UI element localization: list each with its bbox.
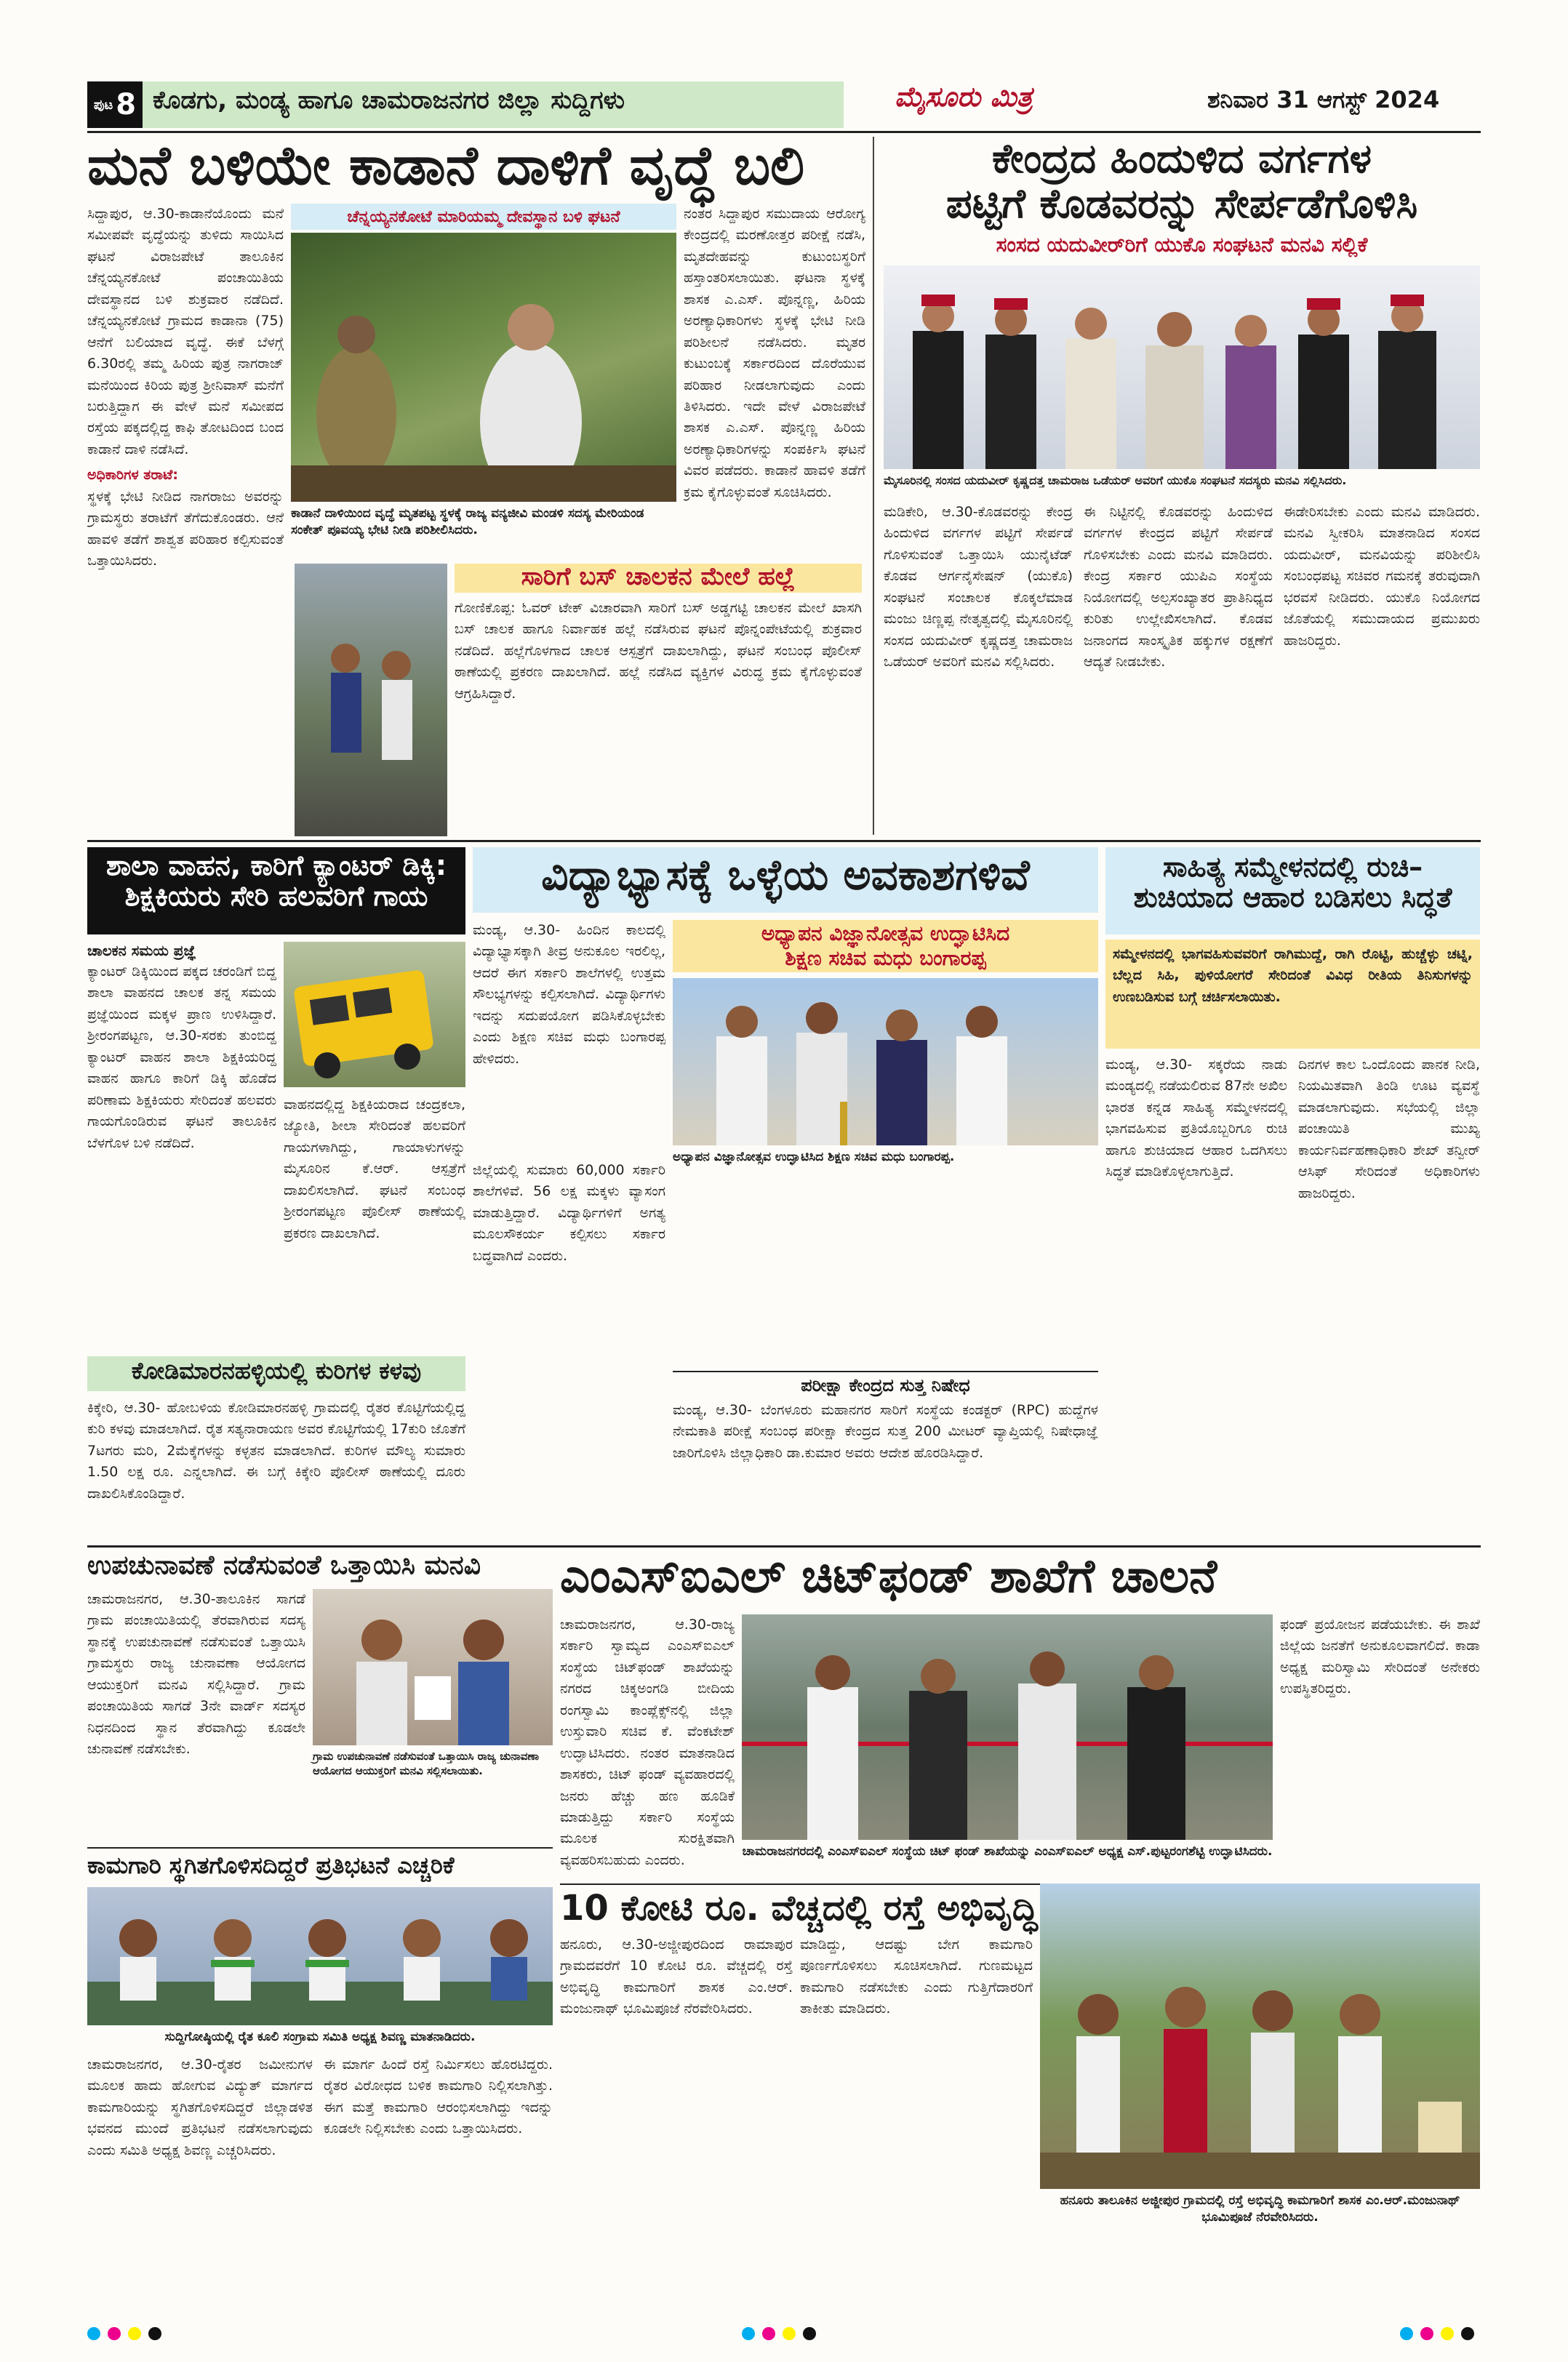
- paper-name: ಮೈಸೂರು ಮಿತ್ರ: [895, 80, 1033, 113]
- photo-graphic: [313, 1589, 553, 1745]
- article-col: ಇದೇ ವೇಳೆ ವಿರಾಜಪೇಟೆ ಶಾಸಕ ಎ.ಎಸ್. ಪೊನ್ನಣ್ಣ ಹಿರಿಯ ಅರಣ್ಯಾಧಿಕಾರಿಗಳನ್ನು ಸಂಪರ್ಕಿಸಿ ಘಟನೆ ವಿವರ ಪಡೆದರು. ಕಾಡಾನೆ ಹಾವಳಿ ತಡೆಗೆ ಕ್ರಮ ಕೈಗೊಳ್ಳುವಂತೆ ಸೂಚಿಸಿದರು.: [684, 398, 865, 500]
- subhead-education: [673, 920, 1098, 972]
- article-text: ಫಂಡ್ ಪ್ರಯೋಜನ ಪಡೆಯಬೇಕು. ಈ ಶಾಖೆ ಜಿಲ್ಲೆಯ ಜನತೆಗೆ ಅನುಕೂಲವಾಗಲಿದೆ. ಕಾಡಾ ಅಧ್ಯಕ್ಷ ಮರಿಸ್ವಾಮಿ ಸೇರಿದಂತೆ ಅನೇಕರು ಉಪಸ್ಥಿತರಿದ್ದರು.: [1280, 1617, 1480, 1697]
- headline-line: ಕೇಂದ್ರದ ಹಿಂದುಳಿದ ವರ್ಗಗಳ: [991, 135, 1372, 183]
- cyan-dot: [742, 2327, 755, 2340]
- subhead-elephant: ಚೆನ್ನಯ್ಯನಕೋಟೆ ಮಾರಿಯಮ್ಮ ದೇವಸ್ಥಾನ ಬಳಿ ಘಟನೆ: [291, 204, 676, 230]
- article-text: ಕ್ಯಾಂಟರ್ ಡಿಕ್ಕಿಯಿಂದ ಪಕ್ಕದ ಚರಂಡಿಗೆ ಬಿದ್ದ ಶಾಲಾ ವಾಹನದ ಚಾಲಕ ತನ್ನ ಸಮಯ ಪ್ರಜ್ಞೆಯಿಂದ ಮಕ್ಕಳ ಪ್ರಾಣ ಉಳಿಸಿದ್ದಾರೆ. ಶ್ರೀರಂಗಪಟ್ಟಣ, ಆ.30-ಸರಕು ತುಂಬಿದ್ದ ಕ್ಯಾಂಟರ್ ವಾಹನ ಶಾಲಾ ಶಿಕ್ಷಕಿಯರಿದ್ದ ವಾಹನ ಹಾಗೂ ಕಾರಿಗೆ ಡಿಕ್ಕಿ ಹೊಡೆದ ಪರಿಣಾಮ ಶಿಕ್ಷಕಿಯರು ಸೇರಿದಂತೆ ಹಲವರು ಗಾಯಗೊಂಡಿರುವ ಘಟನೆ ತಾಲೂಕಿನ ಬೆಳಗೊಳ ಬಳಿ ನಡೆದಿದೆ.: [87, 964, 276, 1151]
- section-rule: [87, 1545, 1481, 1548]
- photo-elephant-site: [291, 233, 676, 502]
- article-text: [684, 204, 865, 553]
- cyan-dot: [1400, 2327, 1413, 2340]
- photo-press-meet: [87, 1887, 553, 2025]
- article-text: ವಾಹನದಲ್ಲಿದ್ದ ಶಿಕ್ಷಕಿಯರಾದ ಚಂದ್ರಕಲಾ, ಜ್ಯೋತಿ, ಶೀಲಾ ಸೇರಿದಂತೆ ಹಲವರಿಗೆ ಗಾಯಗಳಾಗಿದ್ದು, ಗಾಯಾಳುಗಳನ್ನು ಮೈಸೂರಿನ ಕೆ.ಆರ್. ಆಸ್ಪತ್ರೆಗೆ ದಾಖಲಿಸಲಾಗಿದೆ. ಘಟನೆ ಸಂಬಂಧ ಶ್ರೀರಂಗಪಟ್ಟಣ ಪೊಲೀಸ್ ಠಾಣೆಯಲ್ಲಿ ಪ್ರಕರಣ ದಾಖಲಾಗಿದೆ.: [284, 1097, 465, 1241]
- print-registration-marks: [87, 2327, 161, 2340]
- top-rule: [87, 131, 1481, 133]
- black-dot: [148, 2327, 161, 2340]
- photo-graphic: [295, 564, 447, 836]
- article-text: ಮಡಿಕೇರಿ, ಆ.30-ಕೊಡವರನ್ನು ಕೇಂದ್ರ ಹಿಂದುಳಿದ ವರ್ಗಗಳ ಪಟ್ಟಿಗೆ ಸೇರ್ಪಡೆ ಗೊಳಿಸುವಂತೆ ಒತ್ತಾಯಿಸಿ ಯುನೈಟೆಡ್ ಕೊಡವ ಆರ್ಗನೈಸೇಷನ್ (ಯುಕೊ) ಸಂಘಟನೆ ಸಂಚಾಲಕ ಕೊಕ್ಕಲೆಮಾಡ ಮಂಜು ಚಿಣ್ಣಪ್ಪ ನೇತೃತ್ವದಲ್ಲಿ ಮೈಸೂರಿನಲ್ಲಿ ಸಂಸದ ಯದುವೀರ್ ಕೃಷ್ಣದತ್ತ ಚಾಮರಾಜ ಒಡೆಯರ್ ಅವರಿಗೆ ಮನವಿ ಸಲ್ಲಿಸಿದರು.: [884, 504, 1073, 670]
- magenta-dot: [762, 2327, 775, 2340]
- magenta-dot: [108, 2327, 121, 2340]
- caption-education: ಅಧ್ಯಾಪನ ವಿಜ್ಞಾನೋತ್ಸವ ಉದ್ಘಾಟಿಸಿದ ಶಿಕ್ಷಣ ಸಚಿವ ಮಧು ಬಂಗಾರಪ್ಪ.: [673, 1150, 955, 1164]
- caption-elephant: ಕಾಡಾನೆ ದಾಳಿಯಿಂದ ವೃದ್ಧೆ ಮೃತಪಟ್ಟ ಸ್ಥಳಕ್ಕೆ ರಾಜ್ಯ ವನ್ಯಜೀವಿ ಮಂಡಳಿ ಸದಸ್ಯ ಮೇರಿಯಂಡ ಸಂಕೇತ್ ಪೂವಯ್ಯ ಭೇಟಿ ನೀಡಿ ಪರಿಶೀಲಿಸಿದರು.: [291, 506, 644, 537]
- column-rule: [873, 137, 874, 835]
- article-text: ದಿನಗಳ ಕಾಲ ಒಂದೊಂದು ಪಾನಕ ನೀಡಿ, ನಿಯಮಿತವಾಗಿ ತಿಂಡಿ ಊಟ ವ್ಯವಸ್ಥೆ ಮಾಡಲಾಗುವುದು. ಸಭೆಯಲ್ಲಿ ಜಿಲ್ಲಾ ಪಂಚಾಯಿತಿ ಮುಖ್ಯ ಕಾರ್ಯನಿರ್ವಹಣಾಧಿಕಾರಿ ಶೇಖ್ ತನ್ವೀರ್ ಆಸಿಫ್ ಸೇರಿದಂತೆ ಅಧಿಕಾರಿಗಳು ಹಾಜರಿದ್ದರು.: [1298, 1057, 1480, 1201]
- page-number: [87, 81, 143, 128]
- caption-road-puja: ಹನೂರು ತಾಲೂಕಿನ ಅಜ್ಜೀಪುರ ಗ್ರಾಮದಲ್ಲಿ ರಸ್ತೆ ಅಭಿವೃದ್ಧಿ ಕಾಮಗಾರಿಗೆ ಶಾಸಕ ಎಂ.ಆರ್.ಮಂಜುನಾಥ್ ಭೂಮಿಪೂಜೆ ನೆರವೇರಿಸಿದರು.: [1060, 2193, 1460, 2225]
- subhead-kodava: ಸಂಸದ ಯದುವೀರ್‌ರಿಗೆ ಯುಕೊ ಸಂಘಟನೆ ಮನವಿ ಸಲ್ಲಿಕೆ: [996, 233, 1368, 257]
- page-number-value: 8: [116, 88, 137, 121]
- section-title: ಕೊಡಗು, ಮಂಡ್ಯ ಹಾಗೂ ಚಾಮರಾಜನಗರ ಜಿಲ್ಲಾ ಸುದ್ದಿಗಳು: [153, 86, 625, 115]
- article-text: ಮಂಡ್ಯ, ಆ.30- ಹಿಂದಿನ ಕಾಲದಲ್ಲಿ ವಿದ್ಯಾಭ್ಯಾಸಕ್ಕಾಗಿ ತೀವ್ರ ಅನುಕೂಲ ಇರಲಿಲ್ಲ, ಆದರೆ ಈಗ ಸರ್ಕಾರಿ ಶಾಲೆಗಳಲ್ಲಿ ಉತ್ತಮ ಸೌಲಭ್ಯಗಳನ್ನು ಕಲ್ಪಿಸಲಾಗಿದೆ. ವಿದ್ಯಾರ್ಥಿಗಳು ಇದನ್ನು ಸದುಪಯೋಗ ಪಡಿಸಿಕೊಳ್ಳಬೇಕು ಎಂದು ಶಿಕ್ಷಣ ಸಚಿವ ಮಧು ಬಂಗಾರಪ್ಪ ಹೇಳಿದರು.: [473, 922, 665, 1067]
- headline-line: ಶುಚಿಯಾದ ಆಹಾರ ಬಡಿಸಲು ಸಿದ್ಧತೆ: [1133, 881, 1452, 913]
- article-tag: ಅಧಿಕಾರಿಗಳ ತರಾಟೆ:: [87, 467, 178, 484]
- caption-press-meet: ಸುದ್ದಿಗೋಷ್ಠಿಯಲ್ಲಿ ರೈತ ಕೂಲಿ ಸಂಗ್ರಾಮ ಸಮಿತಿ ಅಧ್ಯಕ್ಷ ಶಿವಣ್ಣ ಮಾತನಾಡಿದರು.: [164, 2030, 476, 2044]
- photo-school-van: [284, 942, 465, 1087]
- headline-line: ಸಾಹಿತ್ಯ ಸಮ್ಮೇಳನದಲ್ಲಿ ರುಚಿ–: [1162, 851, 1423, 883]
- photo-graphic: [291, 233, 676, 502]
- photo-graphic: [1040, 1883, 1480, 2189]
- article-text: ಕಿಕ್ಕೇರಿ, ಆ.30- ಹೋಬಳಿಯ ಕೋಡಿಮಾರನಹಳ್ಳಿ ಗ್ರಾಮದಲ್ಲಿ ರೈತರ ಕೊಟ್ಟಿಗೆಯಲ್ಲಿದ್ದ ಕುರಿ ಕಳವು ಮಾಡಲಾಗಿದೆ. ರೈತ ಸತ್ಯನಾರಾಯಣ ಅವರ ಕೊಟ್ಟಿಗೆಯಲ್ಲಿ 17ಕುರಿ ಜೊತೆಗೆ 7ಟಗರು ಮರಿ, 2ಮೆಕ್ಕೆಗಳನ್ನು ಕಳ್ಳತನ ಮಾಡಲಾಗಿದೆ. ಕುರಿಗಳ ಮೌಲ್ಯ ಸುಮಾರು 1.50 ಲಕ್ಷ ರೂ. ಎನ್ನಲಾಗಿದೆ. ಈ ಬಗ್ಗೆ ಕಿಕ್ಕೇರಿ ಪೊಲೀಸ್ ಠಾಣೆಯಲ್ಲಿ ದೂರು ದಾಖಲಿಸಿಕೊಂಡಿದ್ದಾರೆ.: [87, 1400, 465, 1502]
- article-text: ಮಂಡ್ಯ, ಆ.30- ಬೆಂಗಳೂರು ಮಹಾನಗರ ಸಾರಿಗೆ ಸಂಸ್ಥೆಯ ಕಂಡಕ್ಟರ್ (RPC) ಹುದ್ದೆಗಳ ನೇಮಕಾತಿ ಪರೀಕ್ಷೆ ಸಂಬಂಧ ಪರೀಕ್ಷಾ ಕೇಂದ್ರದ ಸುತ್ತ 200 ಮೀಟರ್ ವ್ಯಾಪ್ತಿಯಲ್ಲಿ ನಿಷೇಧಾಜ್ಞೆ ಜಾರಿಗೊಳಿಸಿ ಜಿಲ್ಲಾಧಿಕಾರಿ ಡಾ.ಕುಮಾರ ಅವರು ಆದೇಶ ಹೊರಡಿಸಿದ್ದಾರೆ.: [673, 1402, 1098, 1461]
- headline-kodava: [884, 137, 1480, 226]
- photo-road-puja: [1040, 1883, 1480, 2189]
- magenta-dot: [1420, 2327, 1433, 2340]
- photo-graphic: [742, 1614, 1273, 1840]
- article-text: ಜಿಲ್ಲೆಯಲ್ಲಿ ಸುಮಾರು 60,000 ಸರ್ಕಾರಿ ಶಾಲೆಗಳಿವೆ. 56 ಲಕ್ಷ ಮಕ್ಕಳು ವ್ಯಾಸಂಗ ಮಾಡುತ್ತಿದ್ದಾರೆ. ವಿದ್ಯಾರ್ಥಿಗಳಿಗೆ ಅಗತ್ಯ ಮೂಲಸೌಕರ್ಯ ಕಲ್ಪಿಸಲು ಸರ್ಕಾರ ಬದ್ಧವಾಗಿದೆ ಎಂದರು.: [473, 1162, 665, 1264]
- article-lead: ಸಮ್ಮೇಳನದಲ್ಲಿ ಭಾಗವಹಿಸುವವರಿಗೆ ರಾಗಿಮುದ್ದೆ, ರಾಗಿ ರೊಟ್ಟಿ, ಹುಚ್ಚೆಳ್ಳು ಚಟ್ನಿ, ಬೆಲ್ಲದ ಸಿಹಿ, ಪುಳಿಯೋಗರೆ ಸೇರಿದಂತೆ ವಿವಿಧ ರೀತಿಯ ತಿನಿಸುಗಳನ್ನು ಉಣಬಡಿಸುವ ಬಗ್ಗೆ ಚರ್ಚಿಸಲಾಯಿತು.: [1113, 946, 1473, 1005]
- caption-msil: ಚಾಮರಾಜನಗರದಲ್ಲಿ ಎಂಎಸ್‌ಐಎಲ್ ಸಂಸ್ಥೆಯ ಚಿಟ್ ಫಂಡ್ ಶಾಖೆಯನ್ನು ಎಂಎಸ್‌ಐಎಲ್ ಅಧ್ಯಕ್ಷ ಎಸ್.ಪುಟ್ಟರಂಗಶೆಟ್ಟಿ ಉದ್ಘಾಟಿಸಿದರು.: [742, 1844, 1273, 1859]
- cyan-dot: [87, 2327, 100, 2340]
- headline-education: ವಿದ್ಯಾಭ್ಯಾಸಕ್ಕೆ ಒಳ್ಳೆಯ ಅವಕಾಶಗಳಿವೆ: [541, 850, 1030, 900]
- black-dot: [1461, 2327, 1474, 2340]
- article-col: ಸ್ಥಳಕ್ಕೆ ಭೇಟಿ ನೀಡಿದ ನಾಗರಾಜು ಅವರನ್ನು ಗ್ರಾಮಸ್ಥರು ತರಾಟೆಗೆ ತೆಗೆದುಕೊಂಡರು. ಆನೆ ಹಾವಳಿ ತಡೆಗೆ ಶಾಶ್ವತ ಪರಿಹಾರ ಕಲ್ಪಿಸುವಂತೆ ಒತ್ತಾಯಿಸಿದರು.: [87, 488, 284, 569]
- headline-school-van: [95, 851, 458, 912]
- headline-road: 10 ಕೋಟಿ ರೂ. ವೆಚ್ಚದಲ್ಲಿ ರಸ್ತೆ ಅಭಿವೃದ್ಧಿ: [560, 1883, 1040, 1928]
- photo-byelection: [313, 1589, 553, 1745]
- article-text: ಈಡೇರಿಸಬೇಕು ಎಂದು ಮನವಿ ಮಾಡಿದರು. ಮನವಿ ಸ್ವೀಕರಿಸಿ ಮಾತನಾಡಿದ ಸಂಸದ ಯದುವೀರ್, ಮನವಿಯನ್ನು ಪರಿಶೀಲಿಸಿ ಸಂಬಂಧಪಟ್ಟ ಸಚಿವರ ಗಮನಕ್ಕೆ ತರುವುದಾಗಿ ಭರವಸೆ ನೀಡಿದರು. ಯುಕೊ ನಿಯೋಗದ ಜೊತೆಯಲ್ಲಿ ಸಮುದಾಯದ ಪ್ರಮುಖರು ಹಾಜರಿದ್ದರು.: [1284, 504, 1480, 649]
- article-text: ಮಾಡಿದ್ದು, ಆದಷ್ಟು ಬೇಗ ಕಾಮಗಾರಿ ಪೂರ್ಣಗೊಳಿಸಲು ಸೂಚಿಸಲಾಗಿದೆ. ಗುಣಮಟ್ಟದ ಕಾಮಗಾರಿ ನಡೆಸಬೇಕು ಎಂದು ಗುತ್ತಿಗೆದಾರರಿಗೆ ತಾಕೀತು ಮಾಡಿದರು.: [800, 1937, 1033, 2017]
- article-lead: ಚಾಲಕನ ಸಮಯ ಪ್ರಜ್ಞೆ: [87, 942, 196, 959]
- headline-byelection: ಉಪಚುನಾವಣೆ ನಡೆಸುವಂತೆ ಒತ್ತಾಯಿಸಿ ಮನವಿ: [87, 1550, 481, 1580]
- print-registration-marks: [742, 2327, 816, 2340]
- photo-graphic: [673, 978, 1098, 1145]
- photo-graphic: [884, 265, 1480, 469]
- headline-sammelana: [1109, 852, 1476, 913]
- headline-line: ಶಿಕ್ಷಕಿಯರು ಸೇರಿ ಹಲವರಿಗೆ ಗಾಯ: [124, 879, 428, 912]
- article-text: [87, 204, 284, 727]
- subhead-line: ಅಧ್ಯಾಪನ ವಿಜ್ಞಾನೋತ್ಸವ ಉದ್ಘಾಟಿಸಿದ: [761, 921, 1010, 945]
- article-text: ಗೋಣಿಕೊಪ್ಪ: ಓವರ್ ಟೇಕ್ ವಿಚಾರವಾಗಿ ಸಾರಿಗೆ ಬಸ್ ಅಡ್ಡಗಟ್ಟಿ ಚಾಲಕನ ಮೇಲೆ ಖಾಸಗಿ ಬಸ್ ಚಾಲಕ ಹಾಗೂ ನಿರ್ವಾಹಕ ಹಲ್ಲೆ ನಡೆಸಿರುವ ಘಟನೆ ಪೊನ್ನಂಪೇಟೆಯಲ್ಲಿ ಶುಕ್ರವಾರ ನಡೆದಿದೆ. ಹಲ್ಲೆಗೊಳಗಾದ ಚಾಲಕ ಆಸ್ಪತ್ರೆಗೆ ದಾಖಲಾಗಿದ್ದು, ಘಟನೆ ಸಂಬಂಧ ಪೊಲೀಸ್ ಠಾಣೆಯಲ್ಲಿ ಪ್ರಕರಣ ದಾಖಲಾಗಿದೆ. ಹಲ್ಲೆ ನಡೆಸಿದ ವ್ಯಕ್ತಿಗಳ ವಿರುದ್ಧ ಕ್ರಮ ಕೈಗೊಳ್ಳುವಂತೆ ಆಗ್ರಹಿಸಿದ್ದಾರೆ.: [455, 600, 862, 702]
- section-rule: [87, 840, 1481, 842]
- headline-protest: ಕಾಮಗಾರಿ ಸ್ಥಗಿತಗೊಳಿಸದಿದ್ದರೆ ಪ್ರತಿಭಟನೆ ಎಚ್ಚರಿಕೆ: [87, 1847, 553, 1878]
- subhead-line: ಶಿಕ್ಷಣ ಸಚಿವ ಮಧು ಬಂಗಾರಪ್ಪ: [785, 945, 986, 970]
- headline-exam-ban: ಪರೀಕ್ಷಾ ಕೇಂದ್ರದ ಸುತ್ತ ನಿಷೇಧ: [673, 1371, 1098, 1396]
- headline-elephant: ಮನೆ ಬಳಿಯೇ ಕಾಡಾನೆ ದಾಳಿಗೆ ವೃದ್ಧೆ ಬಲಿ: [87, 135, 805, 197]
- article-text: ಚಾಮರಾಜನಗರ, ಆ.30-ತಾಲೂಕಿನ ಸಾಗಡೆ ಗ್ರಾಮ ಪಂಚಾಯಿತಿಯಲ್ಲಿ ತೆರವಾಗಿರುವ ಸದಸ್ಯ ಸ್ಥಾನಕ್ಕೆ ಉಪಚುನಾವಣೆ ನಡೆಸುವಂತೆ ಒತ್ತಾಯಿಸಿ ಗ್ರಾಮಸ್ಥರು ರಾಜ್ಯ ಚುನಾವಣಾ ಆಯೋಗದ ಆಯುಕ್ತರಿಗೆ ಮನವಿ ಸಲ್ಲಿಸಿದ್ದಾರೆ. ಗ್ರಾಮ ಪಂಚಾಯಿತಿಯ ಸಾಗಡೆ 3ನೇ ವಾರ್ಡ್ ಸದಸ್ಯರ ನಿಧನದಿಂದ ಸ್ಥಾನ ತೆರವಾಗಿದ್ದು ಕೂಡಲೇ ಚುನಾವಣೆ ನಡೆಸಬೇಕು.: [87, 1591, 305, 1758]
- article-text: ಈ ಮಾರ್ಗ ಹಿಂದೆ ರಸ್ತೆ ನಿರ್ಮಿಸಲು ಹೊರಟಿದ್ದರು. ರೈತರ ವಿರೋಧದ ಬಳಿಕ ಕಾಮಗಾರಿ ನಿಲ್ಲಿಸಲಾಗಿತ್ತು. ಈಗ ಮತ್ತೆ ಕಾಮಗಾರಿ ಆರಂಭಿಸಲಾಗಿದ್ದು ಇದನ್ನು ಕೂಡಲೇ ನಿಲ್ಲಿಸಬೇಕು ಎಂದು ಒತ್ತಾಯಿಸಿದರು.: [324, 2057, 553, 2137]
- headline-bus: ಸಾರಿಗೆ ಬಸ್ ಚಾಲಕನ ಮೇಲೆ ಹಲ್ಲೆ: [521, 562, 796, 591]
- article-text: ಹನೂರು, ಆ.30-ಅಜ್ಜೀಪುರದಿಂದ ರಾಮಾಪುರ ಗ್ರಾಮದವರೆಗೆ 10 ಕೋಟಿ ರೂ. ವೆಚ್ಚದಲ್ಲಿ ರಸ್ತೆ ಅಭಿವೃದ್ಧಿ ಕಾಮಗಾರಿಗೆ ಶಾಸಕ ಎಂ.ಆರ್. ಮಂಜುನಾಥ್ ಭೂಮಿಪೂಜೆ ನೆರವೇರಿಸಿದರು.: [560, 1937, 793, 2017]
- photo-graphic: [87, 1887, 553, 2025]
- issue-date: ಶನಿವಾರ 31 ಆಗಸ್ಟ್ 2024: [1207, 86, 1440, 113]
- photo-bus-assault: [295, 564, 447, 836]
- page-label: ಪುಟ: [93, 97, 113, 113]
- headline-msil: ಎಂಎಸ್‌ಐಎಲ್ ಚಿಟ್‌ಫಂಡ್ ಶಾಖೆಗೆ ಚಾಲನೆ: [560, 1550, 1217, 1604]
- photo-kodava-delegation: [884, 265, 1480, 469]
- photo-graphic: [284, 942, 465, 1087]
- photo-msil-opening: [742, 1614, 1273, 1840]
- article-text: ಚಾಮರಾಜನಗರ, ಆ.30-ರೈತರ ಜಮೀನುಗಳ ಮೂಲಕ ಹಾದು ಹೋಗುವ ವಿದ್ಯುತ್ ಮಾರ್ಗದ ಕಾಮಗಾರಿಯನ್ನು ಸ್ಥಗಿತಗೊಳಿಸದಿದ್ದರೆ ಜಿಲ್ಲಾಡಳಿತ ಭವನದ ಮುಂದೆ ಪ್ರತಿಭಟನೆ ನಡೆಸಲಾಗುವುದು ಎಂದು ಸಮಿತಿ ಅಧ್ಯಕ್ಷ ಶಿವಣ್ಣ ಎಚ್ಚರಿಸಿದರು.: [87, 2057, 313, 2158]
- yellow-dot: [783, 2327, 796, 2340]
- article-col: ಸಿದ್ದಾಪುರ, ಆ.30-ಕಾಡಾನೆಯೊಂದು ಮನೆ ಸಮೀಪವೇ ವೃದ್ಧೆಯನ್ನು ತುಳಿದು ಸಾಯಿಸಿದ ಘಟನೆ ವಿರಾಜಪೇಟೆ ತಾಲೂಕಿನ ಚೆನ್ನಯ್ಯನಕೋಟೆ ಪಂಚಾಯಿತಿಯ ದೇವಸ್ಥಾನದ ಬಳಿ ಶುಕ್ರವಾರ ನಡೆದಿದೆ. ಚೆನ್ನಯ್ಯನಕೋಟೆ ಗ್ರಾಮದ ಕಾಡಾನಾ (75) ಆನೆಗೆ ಬಲಿಯಾದ ವೃದ್ಧೆ. ಈಕೆ ಬೆಳಗ್ಗೆ 6.30ರಲ್ಲಿ ತಮ್ಮ ಹಿರಿಯ ಪುತ್ರ ನಾಗರಾಜ್ ಮನೆಯಿಂದ ಕಿರಿಯ ಪುತ್ರ ಶ್ರೀನಿವಾಸ್ ಮನೆಗೆ ಬರುತ್ತಿದ್ದಾಗ ಈ ವೇಳೆ ಮನೆ ಸಮೀಪದ ರಸ್ತೆಯ ಪಕ್ಕದಲ್ಲಿದ್ದ ಕಾಫಿ ತೋಟದಿಂದ ಬಂದ ಕಾಡಾನೆ ದಾಳಿ ನಡೆಸಿದೆ.: [87, 206, 284, 457]
- article-col: ನಂತರ ಮಾತನಾಡಿದ ಶಾಸಕರು, ಚಿಟ್ ಫಂಡ್ ವ್ಯವಹಾರದಲ್ಲಿ ಜನರು ಹೆಚ್ಚು ಹಣ ಹೂಡಿಕೆ ಮಾಡುತ್ತಿದ್ದು ಸರ್ಕಾರಿ ಸಂಸ್ಥೆಯ ಮೂಲಕ ಸುರಕ್ಷಿತವಾಗಿ ವ್ಯವಹರಿಸಬಹುದು ಎಂದರು.: [560, 1745, 735, 1868]
- caption-byelection: ಗ್ರಾಮ ಉಪಚುನಾವಣೆ ನಡೆಸುವಂತೆ ಒತ್ತಾಯಿಸಿ ರಾಜ್ಯ ಚುನಾವಣಾ ಆಯೋಗದ ಆಯುಕ್ತರಿಗೆ ಮನವಿ ಸಲ್ಲಿಸಲಾಯಿತು.: [313, 1750, 540, 1778]
- article-col: ನಂತರ ಸಿದ್ದಾಪುರ ಸಮುದಾಯ ಆರೋಗ್ಯ ಕೇಂದ್ರದಲ್ಲಿ ಮರಣೋತ್ತರ ಪರೀಕ್ಷೆ ನಡೆಸಿ, ಮೃತದೇಹವನ್ನು ಕುಟುಂಬಸ್ಥರಿಗೆ ಹಸ್ತಾಂತರಿಸಲಾಯಿತು. ಘಟನಾ ಸ್ಥಳಕ್ಕೆ ಶಾಸಕ ಎ.ಎಸ್. ಪೊನ್ನಣ್ಣ, ಹಿರಿಯ ಅರಣ್ಯಾಧಿಕಾರಿಗಳು ಸ್ಥಳಕ್ಕೆ ಭೇಟಿ ನೀಡಿ ಪರಿಶೀಲನೆ ನಡೆಸಿದರು. ಮೃತರ ಕುಟುಂಬಕ್ಕೆ ಸರ್ಕಾರದಿಂದ ದೊರೆಯುವ ಪರಿಹಾರ ನೀಡಲಾಗುವುದು ಎಂದು ತಿಳಿಸಿದರು.: [684, 206, 865, 415]
- photo-education-event: [673, 978, 1098, 1145]
- article-col: ಚಾಮರಾಜನಗರ, ಆ.30-ರಾಜ್ಯ ಸರ್ಕಾರಿ ಸ್ವಾಮ್ಯದ ಎಂಎಸ್‌ಐಎಲ್ ಸಂಸ್ಥೆಯ ಚಿಟ್‌ಫಂಡ್ ಶಾಖೆಯನ್ನು ನಗರದ ಚಿಕ್ಕಅಂಗಡಿ ಬೀದಿಯ ರಂಗಸ್ವಾಮಿ ಕಾಂಪ್ಲೆಕ್ಸ್‌ನಲ್ಲಿ ಜಿಲ್ಲಾ ಉಸ್ತುವಾರಿ ಸಚಿವ ಕೆ. ವೆಂಕಟೇಶ್ ಉದ್ಘಾಟಿಸಿದರು.: [560, 1617, 735, 1761]
- yellow-dot: [1441, 2327, 1454, 2340]
- headline-line: ಪಟ್ಟಿಗೆ ಕೊಡವರನ್ನು ಸೇರ್ಪಡೆಗೊಳಿಸಿ: [945, 180, 1418, 228]
- caption-kodava: ಮೈಸೂರಿನಲ್ಲಿ ಸಂಸದ ಯದುವೀರ್ ಕೃಷ್ಣದತ್ತ ಚಾಮರಾಜ ಒಡೆಯರ್ ಅವರಿಗೆ ಯುಕೊ ಸಂಘಟನೆ ಸದಸ್ಯರು ಮನವಿ ಸಲ್ಲಿಸಿದರು.: [884, 473, 1347, 487]
- headline-sheep: ಕೋಡಿಮಾರನಹಳ್ಳಿಯಲ್ಲಿ ಕುರಿಗಳ ಕಳವು: [131, 1357, 422, 1385]
- print-registration-marks: [1400, 2327, 1474, 2340]
- headline-line: ಶಾಲಾ ವಾಹನ, ಕಾರಿಗೆ ಕ್ಯಾಂಟರ್ ಡಿಕ್ಕಿ:: [106, 849, 447, 881]
- article-text: ಈ ನಿಟ್ಟಿನಲ್ಲಿ ಕೊಡವರನ್ನು ಹಿಂದುಳಿದ ವರ್ಗಗಳ ಕೇಂದ್ರದ ಪಟ್ಟಿಗೆ ಸೇರ್ಪಡೆ ಗೊಳಿಸಬೇಕು ಎಂದು ಮನವಿ ಮಾಡಿದರು. ಕೇಂದ್ರ ಸರ್ಕಾರ ಯುಪಿಎ ಸಂಸ್ಥೆಯ ನಿಯೋಗದಲ್ಲಿ ಅಲ್ಪಸಂಖ್ಯಾತರ ಪ್ರಾತಿನಿಧ್ಯದ ಕುರಿತು ಉಲ್ಲೇಖಿಸಲಾಗಿದೆ. ಕೊಡವ ಜನಾಂಗದ ಸಾಂಸ್ಕೃತಿಕ ಹಕ್ಕುಗಳ ರಕ್ಷಣೆಗೆ ಆದ್ಯತೆ ನೀಡಬೇಕು.: [1084, 504, 1273, 670]
- yellow-dot: [128, 2327, 141, 2340]
- article-text: ಮಂಡ್ಯ, ಆ.30- ಸಕ್ಕರೆಯ ನಾಡು ಮಂಡ್ಯದಲ್ಲಿ ನಡೆಯಲಿರುವ 87ನೇ ಅಖಿಲ ಭಾರತ ಕನ್ನಡ ಸಾಹಿತ್ಯ ಸಮ್ಮೇಳನದಲ್ಲಿ ಭಾಗವಹಿಸುವ ಪ್ರತಿಯೊಬ್ಬರಿಗೂ ರುಚಿ ಹಾಗೂ ಶುಚಿಯಾದ ಆಹಾರ ಒದಗಿಸಲು ಸಿದ್ಧತೆ ಮಾಡಿಕೊಳ್ಳಲಾಗುತ್ತಿದೆ.: [1105, 1057, 1287, 1180]
- black-dot: [803, 2327, 816, 2340]
